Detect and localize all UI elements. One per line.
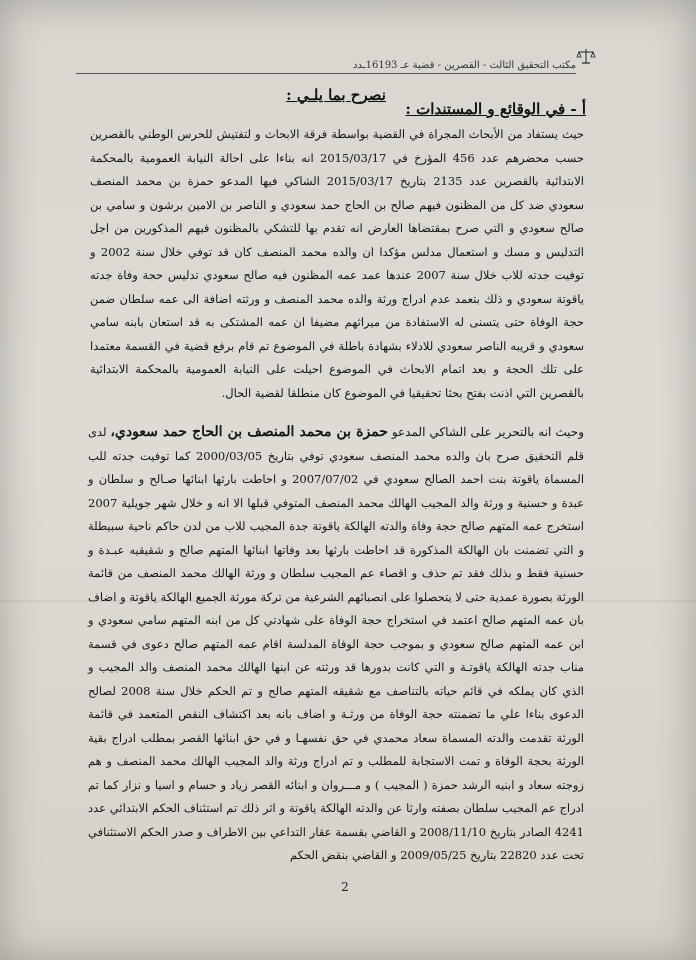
page-title: نصرح بما يلـي :	[286, 86, 386, 104]
paper-fold	[0, 600, 696, 602]
page-header: مكتب التحقيق الثالث - القصرين - قضية عـ 16193ـدد	[76, 60, 576, 74]
section-heading: أ - في الوقائع و المستندات :	[405, 100, 586, 118]
complainant-name: حمزة بن محمد المنصف بن الحاج حمد سعودي،	[110, 424, 388, 440]
paragraph-complainant-statement	[88, 421, 584, 868]
page-number: 2	[341, 880, 349, 894]
scales-of-justice-icon	[576, 46, 596, 66]
paragraph-body: لدى قلم التحقيق صرح بان والده محمد المنصف سعودي توفي بتاريخ 2000/03/05 كما توفيت جدته للب المسماة ياقوتة بنت احمد الصالح سعودي في 2007/07/02 و احاطت بارثها ابنائها صـالح و سلطان و عبدة و حسنية و ورثة والد المجيب الهالك محمد المنصف المتوفي قبلها الا انه و خلال شهر جويلية 2007 استخرج عمه المتهم صالح حجة وفاة والدته الهالكة ياقوتة جدة المجيب للاب من لدن حاكم ناحية سبيطلة و التي تضمنت بان الهالكة المذكورة قد احاطت بارثها بعد وفاتها ابنائها المتهم صالح و شقيقيه عبـدة و حسنية فقط و بذلك فقد تم حذف و اقصاء عم المجيب سلطان و ورثة الهالك محمد المنصف من قائمة الورثة بصورة عمدية حتى لا يتحصلوا على انصبائهم الشرعية من تركة مورثة الجميع الهالكة ياقوتة و اضاف بان عمه المتهم صالح اعتمد في استخراج حجة الوفاة على شهادتي كل من ابنه المتهم سامي سعودي و ابن عمه المتهم صالح سعودي و بموجب حجة الوفاة المدلسة اقام عمه المتهم صالح دعوى في قسمة مناب جدته الهالكة ياقوتـة و التي كانت بدورها قد ورثته عن ابنها الهالك محمد المنصف والد المجيب و الذي كان يملكه في قائم حياته بالتناصف مع شقيقه المتهم صالح و تم الحكم خلال سنة 2008 لصالح الدعوى بناءا علي ما تضمنته حجة الوفاة من ورثـة و اضاف بانه بعد اكتشاف النقص المتعمد في قائمة الورثة تقدمت والدته المسماة سعاد محمدي في حق نفسهـا و في حق ابنائها القصر بمطلب ادراج بقية الورثة بحجة الوفاة و تمت الاستجابة للمطلب و تم ادراج ورثة والد المجيب الهالك محمد المنصف و هم زوجته سعاد و ابنيه الرشد حمزة ( المجيب ) و مـــروان و ابنائه القصر زياد و حسام و اسيا و نزار كما تم ادراج عم المجيب سلطان بصفته وارثا عن والدته الهالكة ياقوتة و اثر ذلك تم استئناف الحكم الابتدائي عدد 4241 الصادر بتاريخ 2008/11/10 و القاضي بقسمة عقار التداعي بين الاطراف و صدر الحكم الاستئنافي تحت عدد 22820 بتاريخ 2009/05/25 و القاضي بنقض الحكم	[88, 425, 585, 862]
paragraph-facts: حيث يستفاد من الأبحاث المجراة في القضية بواسطة فرقة الابحاث و لتفتيش للحرس الوطني بالقصرين حسب محضرهم عدد 456 المؤرخ في 2015/03/17 انه بناءا على احالة النيابة العمومية بالمحكمة الابتدائية بالقصرين عدد 2135 بتاريخ 2015/03/17 الشاكي فيها المدعو حمزة بن محمد المنصف سعودي ضد كل من المظنون فيهم صالح بن الحاج حمد سعودي و الناصر بن الامين برشون و سامي بن صالح سعودي و التي صرح بمقتضاها العارض انه تقدم بها للتشكي بالمظنون فيهم المذكورين من اجل التدليس و مسك و استعمال مدلس مؤكدا ان والده محمد المنصف كان قد توفي خلال سنة 2002 و توفيت جدته للاب خلال سنة 2007 عندها عمد عمه المظنون فيه صالح سعودي تدليس حجة وفاة جدته ياقوتة سعودي و ذلك بتعمد عدم ادراج ورثة والده محمد المنصف و ورثته اضافة الى عمه سلطان ضمن حجة الوفاة حتى يتسنى له الاستفادة من ميراثهم مضيفا ان عمه المشتكى به قد استعان بابنه سامي سعودي و قريبه الناصر سعودي للادلاء بشهادة باطلة في الموضوع تم قام برفع قضية في القسمة معتمدا على تلك الحجة و بعد اتمام الابحاث في الموضوع احيلت على النيابة العمومية بالمحكمة الابتدائية بالقصرين التي اذنت بفتح بحثا تحقيقيا في الموضوع كان منطلقا لقضية الحال.	[90, 127, 584, 400]
paragraph-lead: وحيث انه بالتحرير على الشاكي المدعو	[391, 425, 585, 439]
